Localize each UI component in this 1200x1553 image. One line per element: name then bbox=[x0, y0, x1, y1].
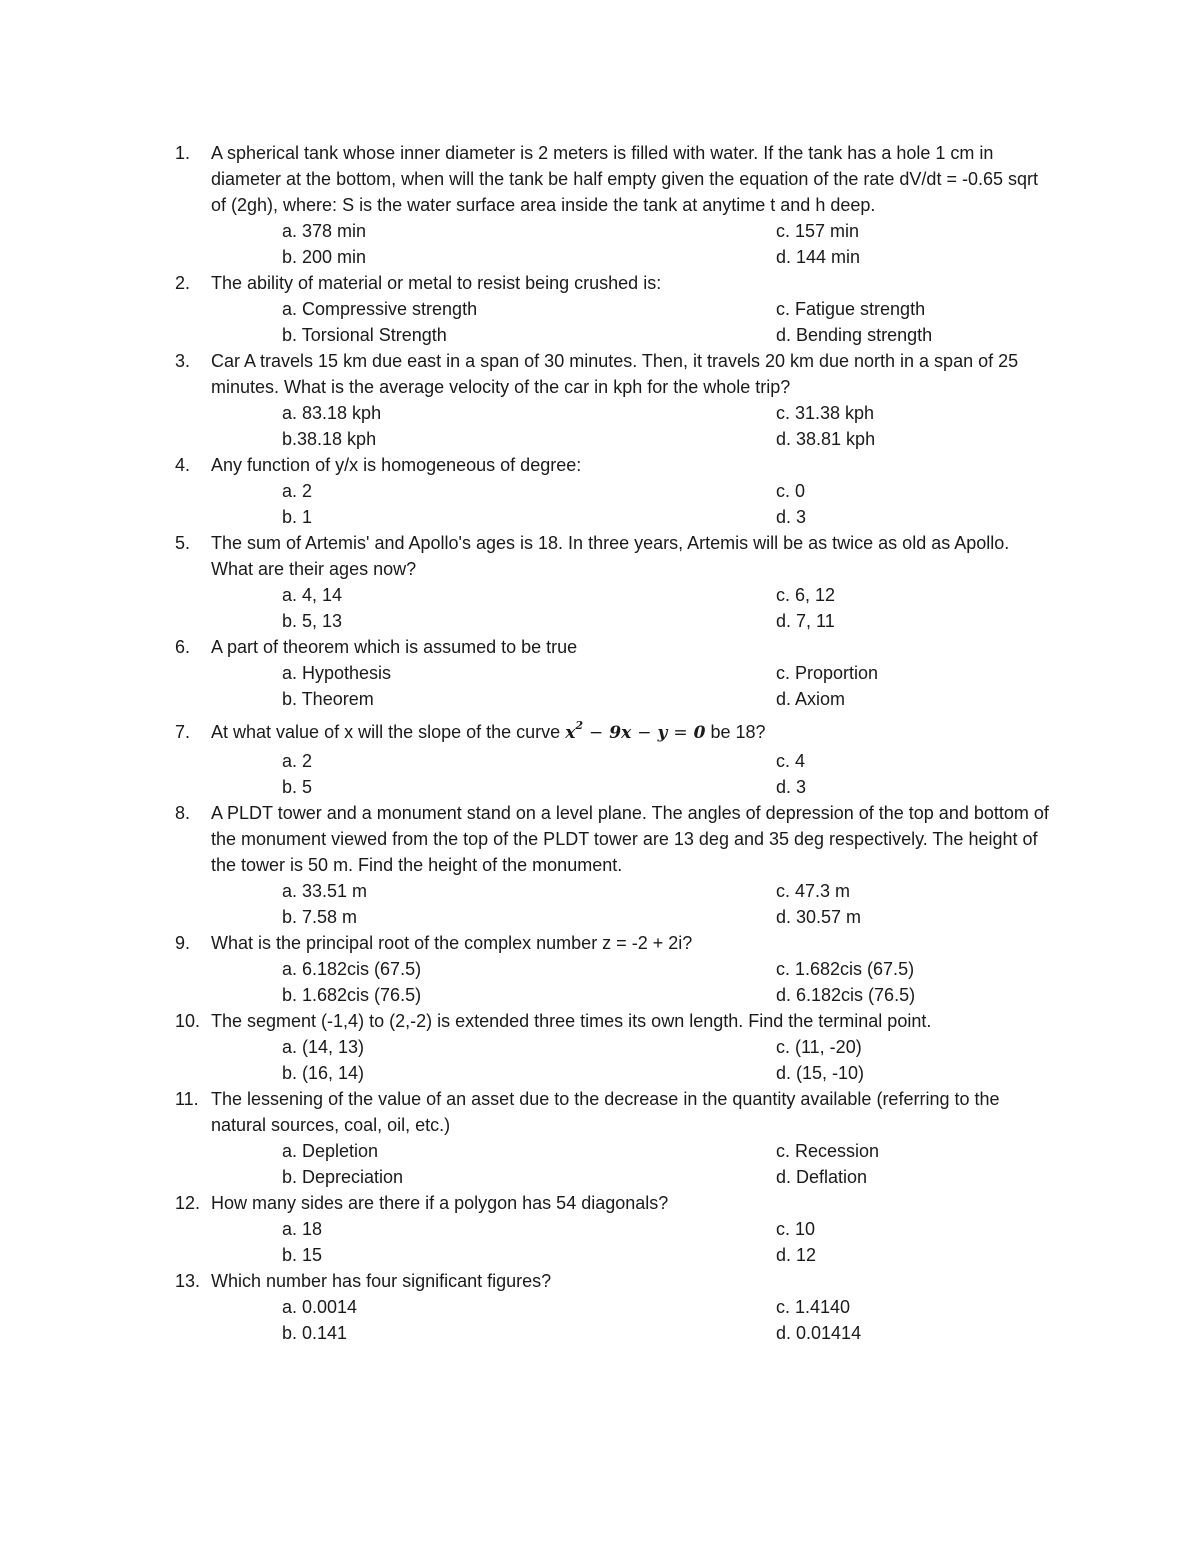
option-b: b. Depreciation bbox=[282, 1167, 404, 1187]
question-5 bbox=[0, 530, 1200, 634]
option-c: c. 47.3 m bbox=[776, 881, 851, 901]
question-4 bbox=[0, 452, 1200, 530]
question-7 bbox=[0, 712, 1200, 800]
option-b: b. Torsional Strength bbox=[282, 325, 447, 345]
option-c: c. Recession bbox=[776, 1141, 880, 1161]
eq-equals: = bbox=[673, 723, 688, 743]
eq-term: 9x bbox=[609, 723, 632, 743]
question-text: The sum of Artemis' and Apollo's ages is 18. In three years, Artemis will be as twice as old as Apollo. What are their ages now? bbox=[211, 533, 1010, 579]
option-b: b. 200 min bbox=[282, 247, 367, 267]
question-number: 4. bbox=[175, 455, 191, 475]
question-text: What is the principal root of the complex number z = -2 + 2i? bbox=[211, 933, 693, 953]
option-c: c. 10 bbox=[776, 1219, 816, 1239]
option-c: c. 157 min bbox=[776, 221, 860, 241]
option-c: c. 1.4140 bbox=[776, 1297, 851, 1317]
question-11 bbox=[0, 1086, 1200, 1190]
question-number: 10. bbox=[175, 1011, 201, 1031]
option-d: d. (15, -10) bbox=[776, 1063, 865, 1083]
question-text bbox=[211, 717, 1056, 748]
option-d: d. 6.182cis (76.5) bbox=[776, 985, 916, 1005]
option-c: c. 0 bbox=[776, 481, 806, 501]
option-a: a. 18 bbox=[282, 1219, 323, 1239]
option-d: d. Axiom bbox=[776, 689, 846, 709]
question-number: 3. bbox=[175, 351, 191, 371]
option-a: a. 2 bbox=[282, 481, 313, 501]
question-13 bbox=[0, 1268, 1200, 1346]
question-12 bbox=[0, 1190, 1200, 1268]
option-d: d. 30.57 m bbox=[776, 907, 862, 927]
option-d: d. Deflation bbox=[776, 1167, 868, 1187]
option-b: b. Theorem bbox=[282, 689, 374, 709]
question-number: 13. bbox=[175, 1271, 201, 1291]
question-text-after: be 18? bbox=[710, 722, 766, 742]
option-a: a. (14, 13) bbox=[282, 1037, 365, 1057]
option-a: a. 6.182cis (67.5) bbox=[282, 959, 422, 979]
option-c: c. 6, 12 bbox=[776, 585, 836, 605]
option-c: c. Fatigue strength bbox=[776, 299, 926, 319]
option-d: d. Bending strength bbox=[776, 325, 933, 345]
option-d: d. 144 min bbox=[776, 247, 861, 267]
question-number: 9. bbox=[175, 933, 191, 953]
option-c: c. 31.38 kph bbox=[776, 403, 875, 423]
question-text-before: At what value of x will the slope of the curve bbox=[211, 722, 561, 742]
question-text: How many sides are there if a polygon has 54 diagonals? bbox=[211, 1193, 669, 1213]
option-a: a. 2 bbox=[282, 751, 313, 771]
question-text: A part of theorem which is assumed to be true bbox=[211, 637, 578, 657]
question-6 bbox=[0, 634, 1200, 712]
question-text: A PLDT tower and a monument stand on a level plane. The angles of depression of the top and bottom of the monument viewed from the top of the PLDT tower are 13 deg and 35 deg respectively. The height of the tower is 50 m. Find the height of the monument. bbox=[211, 803, 1049, 875]
eq-y: y bbox=[657, 723, 668, 743]
option-b: b. 1 bbox=[282, 507, 313, 527]
question-number: 5. bbox=[175, 533, 191, 553]
option-a: a. 83.18 kph bbox=[282, 403, 382, 423]
question-2 bbox=[0, 270, 1200, 348]
question-number: 1. bbox=[175, 143, 191, 163]
option-a: a. 0.0014 bbox=[282, 1297, 358, 1317]
eq-exponent: 2 bbox=[575, 719, 583, 732]
question-number: 7. bbox=[175, 722, 191, 742]
question-8 bbox=[0, 800, 1200, 930]
option-b: b. 0.141 bbox=[282, 1323, 348, 1343]
option-b: b. 15 bbox=[282, 1245, 323, 1265]
option-d: d. 12 bbox=[776, 1245, 817, 1265]
option-a: a. 33.51 m bbox=[282, 881, 368, 901]
option-b: b. 1.682cis (76.5) bbox=[282, 985, 422, 1005]
curve-equation bbox=[565, 719, 706, 743]
question-9 bbox=[0, 930, 1200, 1008]
option-a: a. 4, 14 bbox=[282, 585, 343, 605]
question-3 bbox=[0, 348, 1200, 452]
option-b: b. 7.58 m bbox=[282, 907, 358, 927]
option-a: a. Compressive strength bbox=[282, 299, 478, 319]
question-text: The lessening of the value of an asset due to the decrease in the quantity available (referring to the natural sources, coal, oil, etc.) bbox=[211, 1089, 1000, 1135]
question-10 bbox=[0, 1008, 1200, 1086]
option-d: d. 0.01414 bbox=[776, 1323, 862, 1343]
question-list bbox=[0, 140, 1200, 1346]
option-b: b. 5 bbox=[282, 777, 313, 797]
option-b: b. (16, 14) bbox=[282, 1063, 365, 1083]
question-number: 12. bbox=[175, 1193, 201, 1213]
option-c: c. (11, -20) bbox=[776, 1037, 862, 1057]
question-text: Car A travels 15 km due east in a span of 30 minutes. Then, it travels 20 km due north in a span of 25 minutes. What is the average velocity of the car in kph for the whole trip? bbox=[211, 351, 1019, 397]
eq-zero: 0 bbox=[693, 723, 706, 743]
option-d: d. 3 bbox=[776, 507, 807, 527]
option-b: b. 5, 13 bbox=[282, 611, 343, 631]
question-number: 8. bbox=[175, 803, 191, 823]
option-d: d. 7, 11 bbox=[776, 611, 835, 631]
eq-x: x bbox=[565, 723, 576, 743]
option-c: c. 1.682cis (67.5) bbox=[776, 959, 915, 979]
question-text: Which number has four significant figures? bbox=[211, 1271, 552, 1291]
question-number: 11. bbox=[175, 1089, 199, 1109]
question-text: A spherical tank whose inner diameter is 2 meters is filled with water. If the tank has a hole 1 cm in diameter at the bottom, when will the tank be half empty given the equation of the rate dV/dt = -0.65 sqrt of (2gh), where: S is the water surface area inside the tank at anytime t and h deep. bbox=[211, 143, 1038, 215]
question-text: Any function of y/x is homogeneous of degree: bbox=[211, 455, 582, 475]
option-a: a. 378 min bbox=[282, 221, 367, 241]
option-c: c. Proportion bbox=[776, 663, 879, 683]
question-number: 2. bbox=[175, 273, 191, 293]
option-d: d. 38.81 kph bbox=[776, 429, 876, 449]
option-c: c. 4 bbox=[776, 751, 806, 771]
option-d: d. 3 bbox=[776, 777, 807, 797]
question-1 bbox=[0, 140, 1200, 270]
question-text: The segment (-1,4) to (2,-2) is extended three times its own length. Find the terminal point. bbox=[211, 1011, 932, 1031]
question-text: The ability of material or metal to resist being crushed is: bbox=[211, 273, 662, 293]
eq-minus: − bbox=[589, 723, 604, 743]
option-a: a. Depletion bbox=[282, 1141, 379, 1161]
question-number: 6. bbox=[175, 637, 191, 657]
eq-minus: − bbox=[637, 723, 652, 743]
option-b: b.38.18 kph bbox=[282, 429, 377, 449]
option-a: a. Hypothesis bbox=[282, 663, 392, 683]
